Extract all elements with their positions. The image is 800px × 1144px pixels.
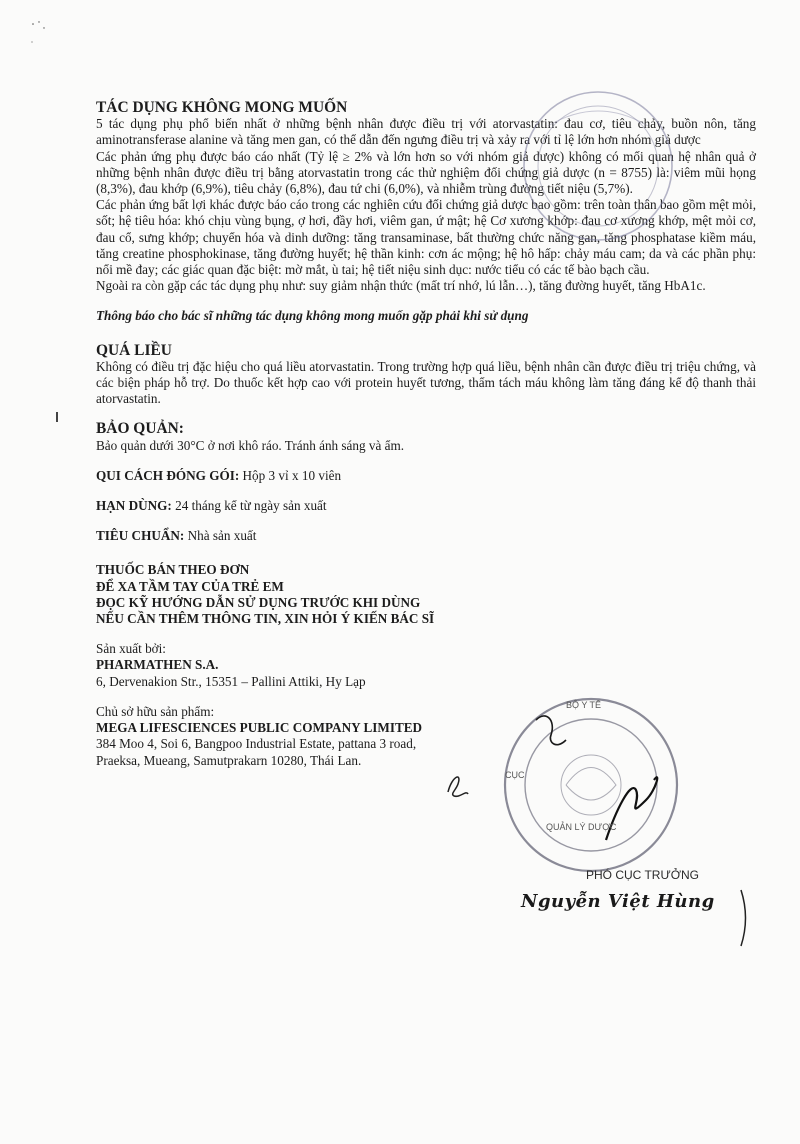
overdose-paragraph: Không có điều trị đặc hiệu cho quá liều atorvastatin. Trong trường hợp quá liều, bệnh nhân cần được điều trị triệu chứng, và các biện pháp hỗ trợ. Do thuốc kết hợp cao với protein huyết tương, thẩm tách máu không làm tăng đáng kể độ thanh thải atorvastatin. [96,358,756,407]
signatory-name: Nguyễn Việt Hùng [521,891,715,912]
warning-read-instructions: ĐỌC KỸ HƯỚNG DẪN SỬ DỤNG TRƯỚC KHI DÙNG [96,594,421,610]
storage-paragraph: Bảo quản dưới 30°C ở nơi khô ráo. Tránh ánh sáng và ẩm. [96,437,405,453]
packaging-line [96,468,756,484]
expiry-line [96,498,756,514]
adverse-effects-heading: TÁC DỤNG KHÔNG MONG MUỐN [96,99,348,116]
adverse-effects-paragraph-4: Ngoài ra còn gặp các tác dụng phụ như: suy giảm nhận thức (mất trí nhớ, lú lẫn…), tăng đường huyết, tăng HbA1c. [96,278,706,294]
owner-label: Chủ sở hữu sản phẩm: [96,703,215,719]
owner-name: MEGA LIFESCIENCES PUBLIC COMPANY LIMITED [96,720,423,736]
faded-stamp-top [518,86,678,256]
packaging-label: QUI CÁCH ĐÓNG GÓI: [96,467,240,483]
adverse-effects-paragraph-2: Các phản ứng phụ được báo cáo nhất (Tỷ lệ ≥ 2% và lớn hơn so với nhóm giả dược) không có mối quan hệ nhân quả ở những bệnh nhân được điều trị bằng atorvastatin trong các thử nghiệm đối chứng giả dược (n = 8755) là: viêm mũi họng (8,3%), đau khớp (6,9%), tiêu chảy (6,8%), đau tứ chi (6,0%), và nhiễm trùng đường tiết niệu (5,7%). [96,148,756,197]
stamp-left-text: CỤC [505,770,525,780]
adverse-effects-paragraph-3: Các phản ứng bất lợi khác được báo cáo trong các nghiên cứu đối chứng giả dược bao gồm: trên toàn thân bao gồm mệt mỏi, sốt; hệ tiêu hóa: khó chịu vùng bụng, ợ hơi, đầy hơi, viêm gan, ứ mật; hệ Cơ xương khớp: đau cơ xương khớp, mệt mỏi cơ, đau cổ, sưng khớp; chuyển hóa và dinh dưỡng: tăng transaminase, bất thường chức năng gan, tăng phosphatase kiềm máu, tăng creatine phosphokinase, tăng đường huyết; hệ thần kinh: cơn ác mộng; hệ hô hấp: chảy máu cam; da và các phần phụ: nổi mề đay; các giác quan đặc biệt: mờ mắt, ù tai; hệ tiết niệu sinh dục: nước tiểu có các tế bào bạch cầu. [96,197,756,278]
overdose-heading: QUÁ LIỀU [96,341,172,359]
warning-children: ĐỂ XA TẦM TAY CỦA TRẺ EM [96,578,284,594]
scan-specks [30,18,60,53]
manufacturer-name: PHARMATHEN S.A. [96,657,219,673]
scan-bracket-mark [738,888,752,948]
stamp-top-text: BỘ Y TẾ [566,700,602,710]
adverse-effects-paragraph-1: 5 tác dụng phụ phổ biến nhất ở những bệnh nhân được điều trị với atorvastatin: đau cơ, tiêu chảy, buồn nôn, tăng aminotransferase alanine và tăng men gan, có thể dẫn đến ngưng điều trị và xảy ra với tỉ lệ lớn hơn nhóm giả dược [96,116,756,148]
scan-mark [56,412,58,422]
warning-ask-doctor: NẾU CẦN THÊM THÔNG TIN, XIN HỎI Ý KIẾN BÁC SĨ [96,611,435,627]
owner-address-line-1: 384 Moo 4, Soi 6, Bangpoo Industrial Estate, pattana 3 road, [96,736,417,752]
storage-heading: BẢO QUẢN: [96,420,184,438]
manufacturer-label: Sản xuất bởi: [96,641,166,657]
warning-prescription: THUỐC BÁN THEO ĐƠN [96,562,250,578]
manufacturer-address: 6, Dervenakion Str., 15351 – Pallini Attiki, Hy Lạp [96,673,366,689]
owner-address-line-2: Praeksa, Mueang, Samutprakarn 10280, Thái Lan. [96,752,362,768]
expiry-label: HẠN DÙNG: [96,498,172,514]
stamp-bottom-text: QUẢN LÝ DƯỢC [546,822,617,832]
signatory-title: PHÓ CỤC TRƯỞNG [586,868,699,882]
official-stamp [496,690,686,880]
standard-value: Nhà sản xuất [184,528,257,544]
expiry-value: 24 tháng kể từ ngày sản xuất [171,498,327,514]
initial-mark [444,770,472,800]
notify-doctor-note: Thông báo cho bác sĩ những tác dụng không mong muốn gặp phải khi sử dụng [96,308,529,324]
standard-label: TIÊU CHUẨN: [96,528,185,544]
standard-line [96,528,756,544]
packaging-value: Hộp 3 vỉ x 10 viên [239,467,342,483]
